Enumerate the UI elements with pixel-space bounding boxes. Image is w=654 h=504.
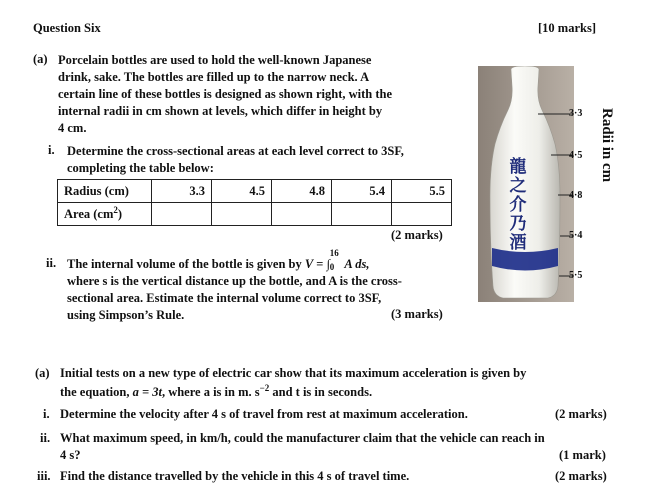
table-row bbox=[58, 180, 452, 203]
part-b-i-text: Determine the velocity after 4 s of travel from rest at maximum acceleration. bbox=[60, 407, 468, 421]
radius-cell: 4.5 bbox=[212, 180, 272, 203]
area-cell[interactable] bbox=[392, 203, 452, 226]
part-b-ii-text2: 4 s? bbox=[60, 448, 81, 462]
radius-label: 4·5 bbox=[569, 150, 583, 161]
part-a-line: internal radii in cm shown at levels, which differ in height by bbox=[58, 104, 383, 118]
part-b-ii-text: What maximum speed, in km/h, could the manufacturer claim that the vehicle can reach in bbox=[60, 431, 545, 445]
part-i-marks: (2 marks) bbox=[391, 228, 443, 242]
part-b-i-label: i. bbox=[43, 407, 50, 421]
radius-label: 4·8 bbox=[569, 190, 583, 201]
part-ii-line: using Simpson’s Rule. bbox=[67, 308, 185, 322]
part-a-text bbox=[58, 52, 456, 137]
part-ii-first-line: The internal volume of the bottle is given by V = ∫ 16 0 A ds, bbox=[67, 248, 370, 272]
radius-cell: 4.8 bbox=[272, 180, 332, 203]
part-ii-marks: (3 marks) bbox=[391, 307, 443, 321]
part-a-line: Porcelain bottles are used to hold the well-known Japanese bbox=[58, 53, 372, 67]
radius-header: Radius (cm) bbox=[58, 180, 152, 203]
question-title: Question Six bbox=[33, 21, 101, 35]
part-ii-line: sectional area. Estimate the internal volume correct to 3SF, bbox=[67, 291, 382, 305]
area-cell[interactable] bbox=[272, 203, 332, 226]
table-row bbox=[58, 203, 452, 226]
part-a-line: drink, sake. The bottles are filled up to the narrow neck. A bbox=[58, 70, 370, 84]
radius-cell: 3.3 bbox=[152, 180, 212, 203]
radius-cell: 5.5 bbox=[392, 180, 452, 203]
bottle-kanji: 龍 之 介 乃 酒 bbox=[509, 157, 527, 253]
part-b-label: (a) bbox=[35, 366, 50, 380]
part-b-ii-label: ii. bbox=[40, 431, 51, 445]
radius-label: 5·4 bbox=[569, 230, 583, 241]
question-marks: [10 marks] bbox=[538, 21, 596, 35]
part-i-text bbox=[67, 143, 457, 177]
radius-area-table bbox=[57, 179, 452, 226]
part-a-label: (a) bbox=[33, 52, 48, 66]
area-cell[interactable] bbox=[332, 203, 392, 226]
part-i-label: i. bbox=[48, 143, 55, 157]
part-b-iii-marks: (2 marks) bbox=[555, 469, 607, 483]
part-b-iii-label: iii. bbox=[37, 469, 51, 483]
area-cell[interactable] bbox=[212, 203, 272, 226]
part-b-ii-marks: (1 mark) bbox=[559, 448, 606, 462]
part-a-line: 4 cm. bbox=[58, 121, 87, 135]
area-cell[interactable] bbox=[152, 203, 212, 226]
part-ii-label: ii. bbox=[46, 256, 57, 270]
part-i-line: completing the table below: bbox=[67, 161, 214, 175]
radii-axis-label: Radii in cm bbox=[599, 108, 615, 183]
part-b-line1: Initial tests on a new type of electric car show that its maximum acceleration is given by bbox=[60, 366, 527, 380]
part-b-i-marks: (2 marks) bbox=[555, 407, 607, 421]
radius-cell: 5.4 bbox=[332, 180, 392, 203]
part-b-iii-text: Find the distance travelled by the vehicle in this 4 s of travel time. bbox=[60, 469, 410, 483]
part-a-line: certain line of these bottles is designed as shown right, with the bbox=[58, 87, 393, 101]
area-header: Area $(cm^2)$ bbox=[58, 203, 152, 226]
part-i-line: Determine the cross-sectional areas at each level correct to 3SF, bbox=[67, 144, 404, 158]
part-ii-line: where s is the vertical distance up the bottle, and A is the cross- bbox=[67, 274, 402, 288]
radius-label: 3·3 bbox=[569, 108, 583, 119]
sake-bottle-figure bbox=[478, 66, 620, 302]
radius-label: 5·5 bbox=[569, 270, 583, 281]
part-b-line2: the equation, a = 3t, where a is in m. $s^{-2}$ and t is in seconds. bbox=[60, 383, 373, 400]
